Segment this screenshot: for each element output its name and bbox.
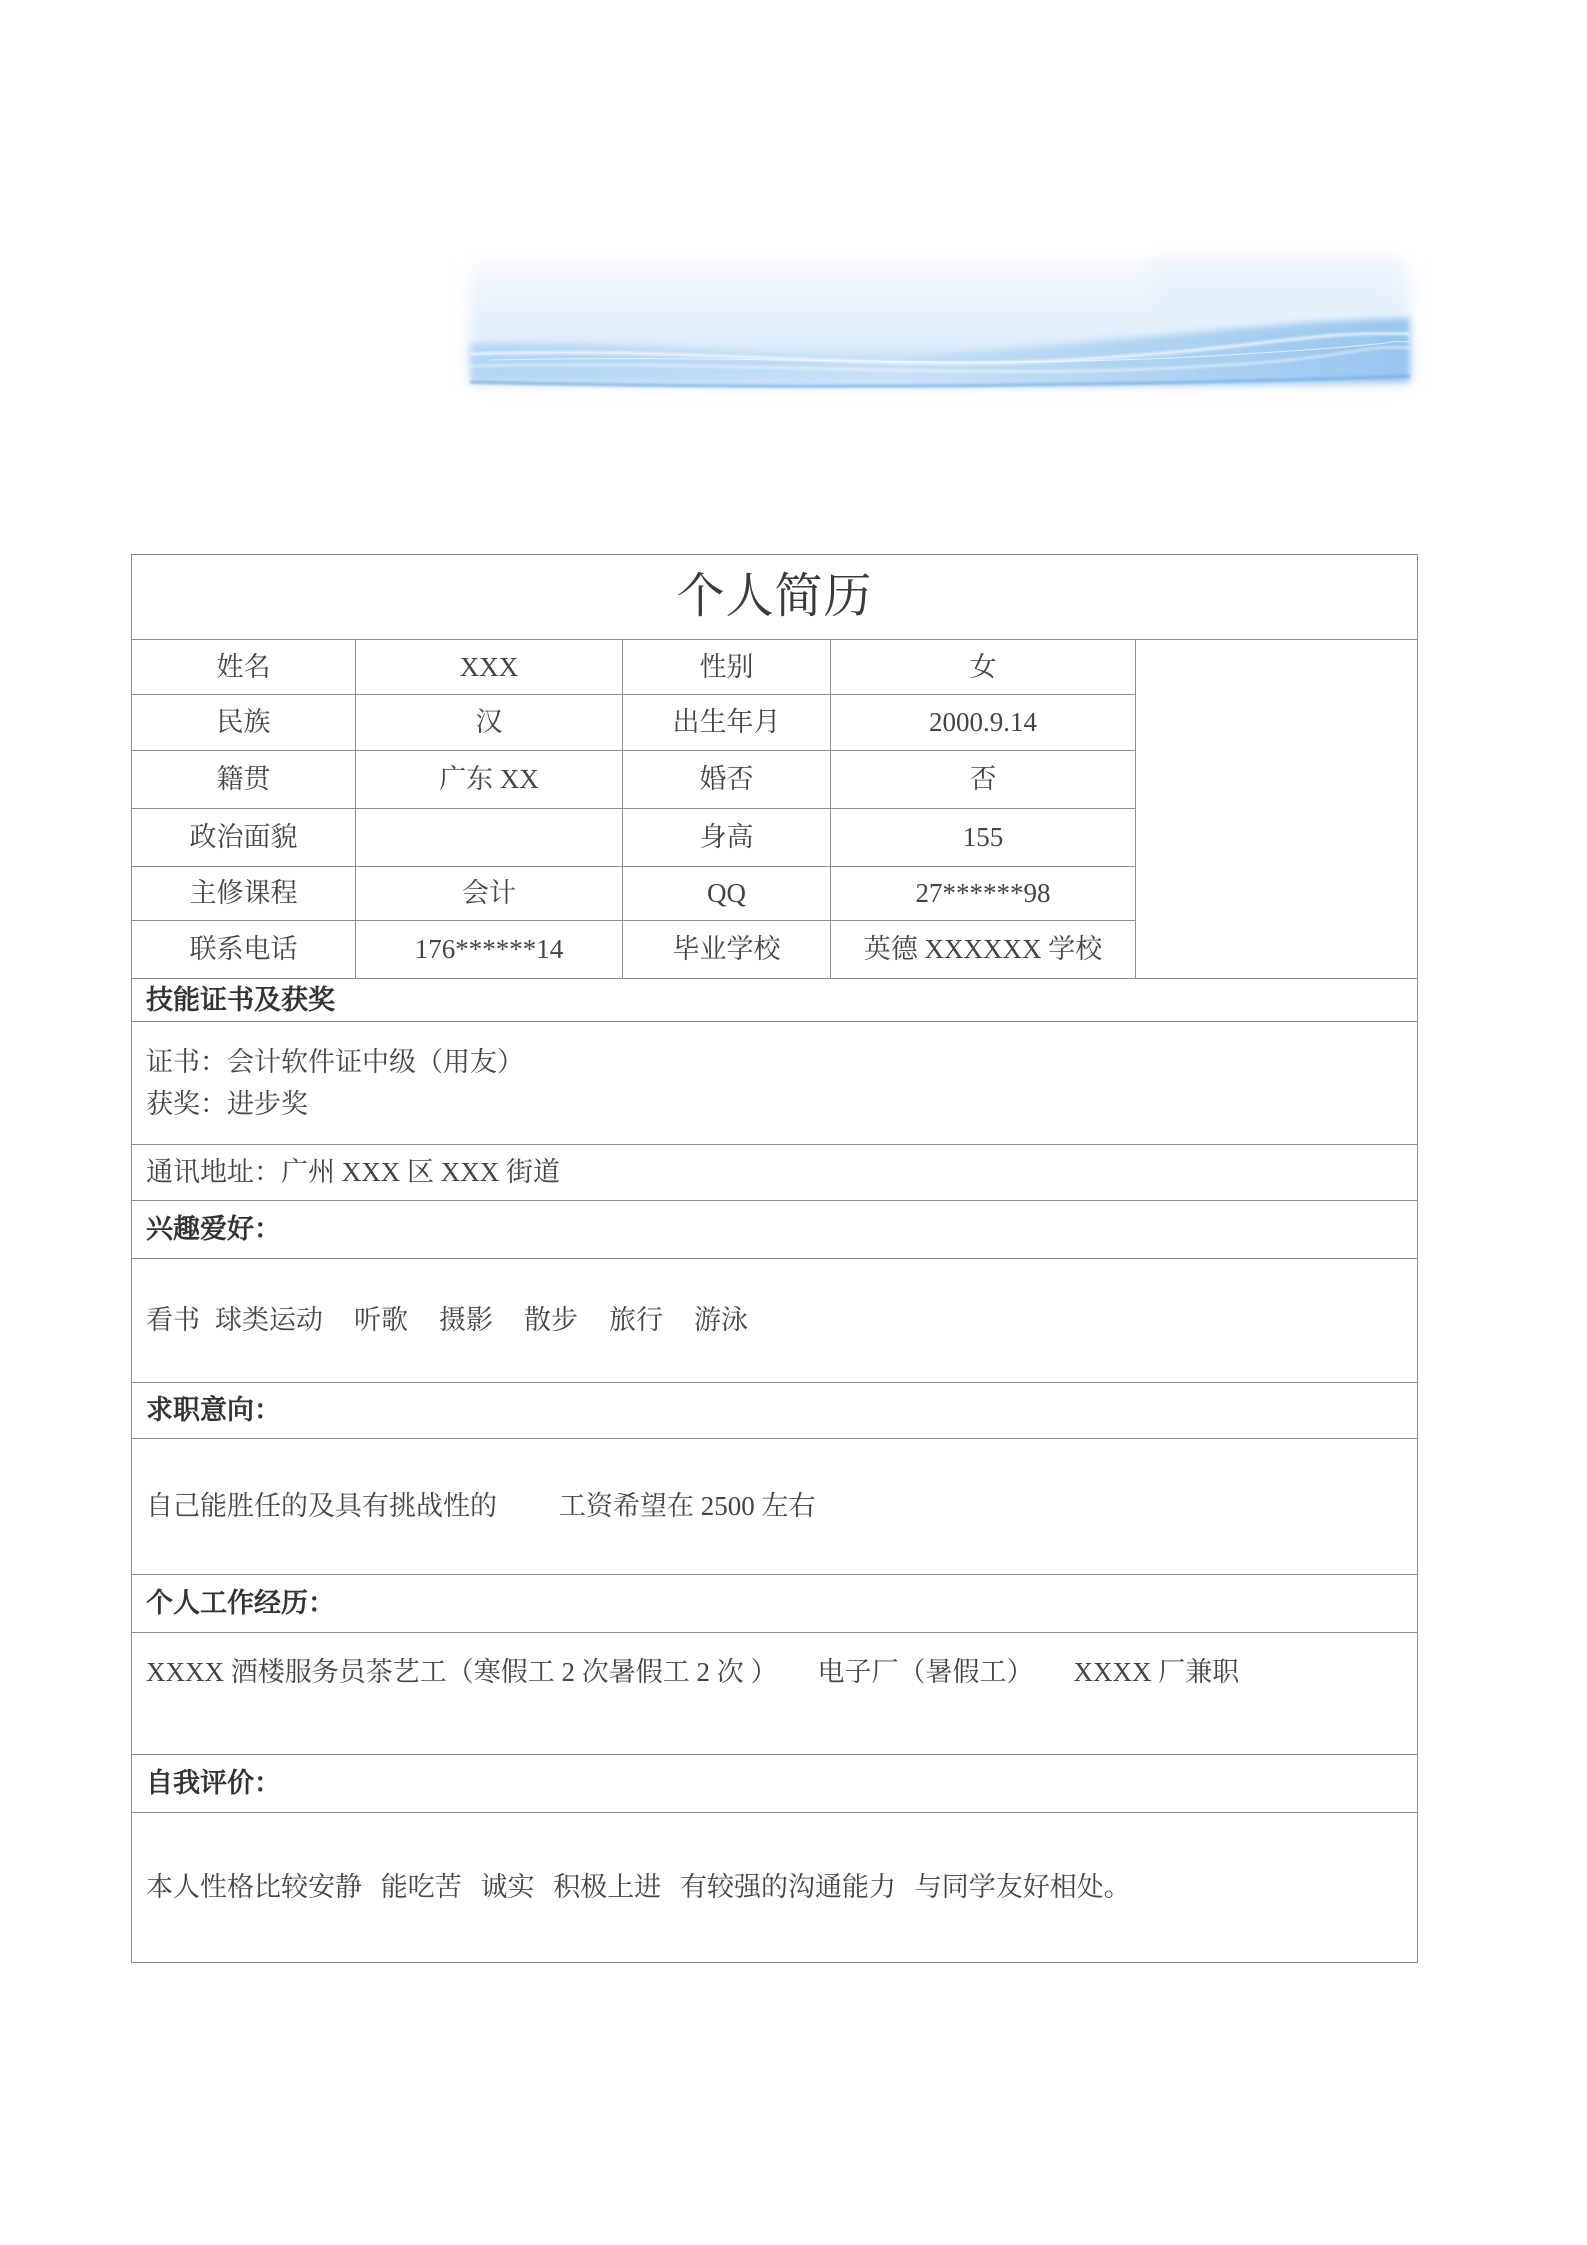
value-phone: 176******14 [356, 921, 623, 979]
self-evaluation-text: 本人性格比较安静 能吃苦 诚实 积极上进 有较强的沟通能力 与同学友好相处。 [146, 1872, 1131, 1903]
hobbies-heading: 兴趣爱好： [132, 1201, 1418, 1259]
value-native-place: 广东 XX [356, 751, 623, 809]
hobbies-content [132, 1259, 1418, 1383]
label-graduate-school: 毕业学校 [623, 921, 831, 979]
label-phone: 联系电话 [132, 921, 356, 979]
value-graduate-school: 英德 XXXXXX 学校 [831, 921, 1136, 979]
info-row [132, 640, 1418, 695]
blue-wave-banner [450, 236, 1430, 416]
job-intention-content [132, 1439, 1418, 1575]
value-gender: 女 [831, 640, 1136, 695]
resume-title: 个人简历 [132, 555, 1418, 640]
address-row [132, 1145, 1418, 1201]
section-heading-row [132, 979, 1418, 1022]
label-birth-date: 出生年月 [623, 695, 831, 751]
section-content-row [132, 1633, 1418, 1755]
address-text: 通讯地址：广州 XXX 区 XXX 街道 [132, 1145, 1418, 1201]
work-experience-heading: 个人工作经历： [132, 1575, 1418, 1633]
resume-table [131, 554, 1418, 1963]
value-qq: 27******98 [831, 867, 1136, 921]
section-content-row [132, 1813, 1418, 1963]
section-content-row [132, 1259, 1418, 1383]
label-political-status: 政治面貌 [132, 809, 356, 867]
salary-expectation-text: 工资希望在 2500 左右 [559, 1491, 816, 1522]
self-evaluation-content [132, 1813, 1418, 1963]
value-name: XXX [356, 640, 623, 695]
value-birth-date: 2000.9.14 [831, 695, 1136, 751]
label-ethnicity: 民族 [132, 695, 356, 751]
value-ethnicity: 汉 [356, 695, 623, 751]
hobby-item: 看书 [146, 1305, 200, 1336]
section-content-row [132, 1022, 1418, 1145]
award-line: 获奖：进步奖 [146, 1089, 308, 1119]
job-intention-heading: 求职意向： [132, 1383, 1418, 1439]
hobby-item: 摄影 [439, 1305, 493, 1336]
section-heading-row [132, 1201, 1418, 1259]
value-marital-status: 否 [831, 751, 1136, 809]
hobby-item: 散步 [524, 1305, 578, 1336]
label-native-place: 籍贯 [132, 751, 356, 809]
certificate-line: 证书：会计软件证中级（用友） [146, 1047, 524, 1077]
title-row [132, 555, 1418, 640]
label-major-course: 主修课程 [132, 867, 356, 921]
section-heading-row [132, 1383, 1418, 1439]
self-evaluation-heading: 自我评价： [132, 1755, 1418, 1813]
work-experience-line [146, 1633, 1403, 1691]
label-qq: QQ [623, 867, 831, 921]
label-marital-status: 婚否 [623, 751, 831, 809]
work-item: 电子厂（暑假工） [817, 1657, 1034, 1687]
label-name: 姓名 [132, 640, 356, 695]
hobby-item: 游泳 [694, 1305, 748, 1336]
work-item: XXXX 酒楼服务员茶艺工（寒假工 2 次暑假工 2 次 ） [146, 1657, 778, 1687]
job-intention-text: 自己能胜任的及具有挑战性的 [146, 1491, 497, 1522]
work-item: XXXX 厂兼职 [1073, 1657, 1240, 1687]
photo-area [1136, 640, 1418, 979]
hobby-item: 旅行 [609, 1305, 663, 1336]
label-gender: 性别 [623, 640, 831, 695]
skills-awards-content [132, 1022, 1418, 1145]
hobby-item: 听歌 [354, 1305, 408, 1336]
work-experience-content [132, 1633, 1418, 1755]
label-height: 身高 [623, 809, 831, 867]
section-content-row [132, 1439, 1418, 1575]
value-political-status [356, 809, 623, 867]
section-heading-row [132, 1575, 1418, 1633]
value-height: 155 [831, 809, 1136, 867]
hobby-item: 球类运动 [215, 1305, 323, 1336]
skills-awards-heading: 技能证书及获奖 [132, 979, 1418, 1022]
section-heading-row [132, 1755, 1418, 1813]
value-major-course: 会计 [356, 867, 623, 921]
